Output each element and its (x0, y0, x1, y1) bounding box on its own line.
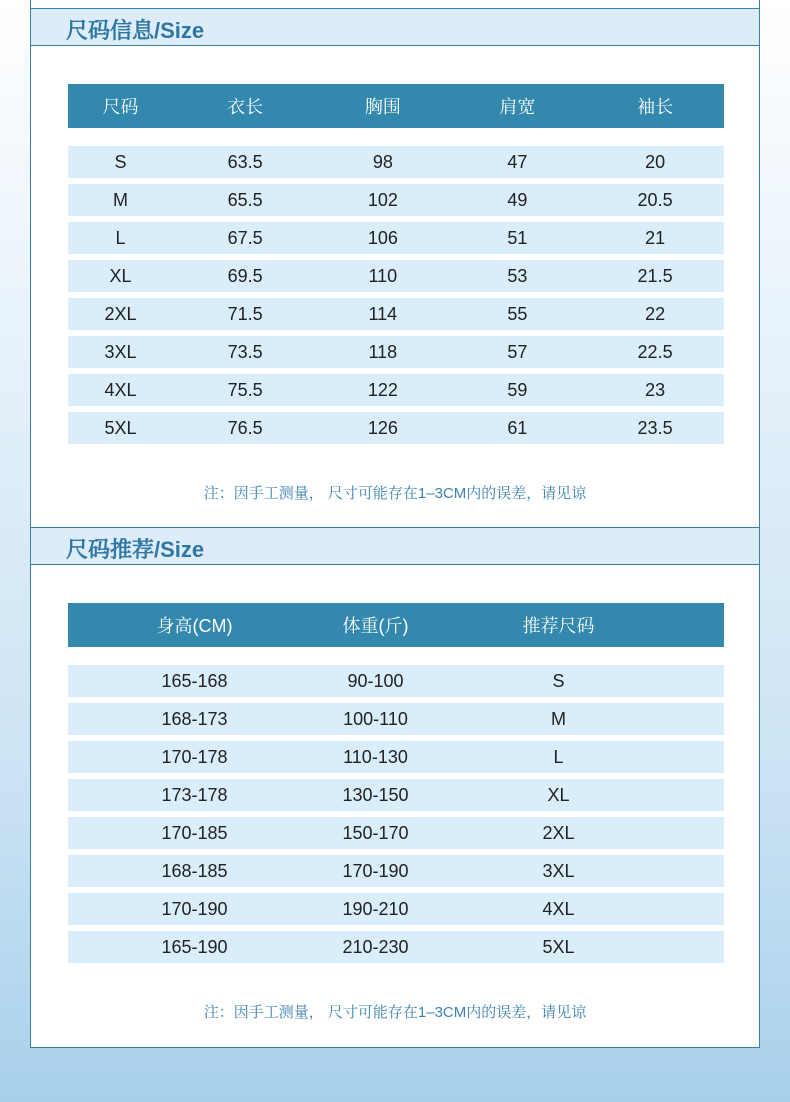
measurement-note: 注：因手工测量， 尺寸可能存在1–3CM内的误差，请见谅 (203, 1004, 587, 1021)
size-info-table (68, 84, 724, 450)
table-cell: 90-100 (347, 670, 404, 691)
table-cell: 76.5 (227, 417, 263, 438)
table-cell: 69.5 (227, 265, 263, 286)
table-cell: 47 (507, 151, 528, 172)
table-cell: 4XL (104, 379, 137, 400)
table-cell: 4XL (542, 898, 575, 919)
table-cell: S (552, 670, 565, 691)
table-cell: 5XL (542, 936, 575, 957)
table-cell: 168-185 (161, 860, 228, 881)
table-cell: M (551, 708, 566, 729)
table-cell: 170-190 (342, 860, 409, 881)
table-cell: 3XL (542, 860, 575, 881)
table-cell: 67.5 (227, 227, 263, 248)
table-cell: 55 (507, 303, 528, 324)
table-row (68, 298, 724, 330)
table-cell: 5XL (104, 417, 137, 438)
table-cell: 22 (645, 303, 666, 324)
table-cell: 170-190 (161, 898, 228, 919)
table-cell: 75.5 (227, 379, 263, 400)
table-cell: XL (109, 265, 132, 286)
table-cell: 165-190 (161, 936, 228, 957)
table-cell: 168-173 (161, 708, 228, 729)
table-row (68, 855, 724, 887)
table-cell: 173-178 (161, 784, 228, 805)
table-cell: 2XL (542, 822, 575, 843)
table-cell: 102 (367, 189, 398, 210)
table-cell: 73.5 (227, 341, 263, 362)
table-cell: 53 (507, 265, 528, 286)
table-cell: 61 (507, 417, 528, 438)
size-info-title: 尺码信息/Size (66, 18, 205, 43)
table-body (68, 665, 724, 963)
size-recommend-header (31, 527, 759, 565)
table-cell: 210-230 (342, 936, 409, 957)
column-header: 推荐尺码 (522, 616, 595, 636)
table-cell: 122 (367, 379, 398, 400)
size-recommend-table (68, 603, 724, 969)
table-cell: 71.5 (227, 303, 263, 324)
table-row (68, 374, 724, 406)
table-row (68, 931, 724, 963)
table-cell: 21 (645, 227, 666, 248)
size-recommend-panel (30, 527, 760, 1048)
table-row (68, 665, 724, 697)
table-cell: 20.5 (637, 189, 673, 210)
table-row (68, 893, 724, 925)
table-header-row (68, 84, 724, 128)
table-row (68, 336, 724, 368)
table-row (68, 817, 724, 849)
column-header: 胸围 (364, 97, 401, 117)
table-cell: 110-130 (343, 746, 408, 767)
column-header: 袖长 (637, 97, 674, 117)
table-cell: 110 (368, 265, 398, 286)
table-cell: 100-110 (343, 708, 408, 729)
table-cell: S (114, 151, 127, 172)
table-cell: 165-168 (161, 670, 228, 691)
table-cell: 59 (507, 379, 528, 400)
table-cell: 106 (367, 227, 398, 248)
size-recommend-title: 尺码推荐/Size (66, 537, 205, 562)
table-cell: 190-210 (342, 898, 409, 919)
table-cell: 130-150 (342, 784, 409, 805)
table-cell: 126 (367, 417, 398, 438)
table-row (68, 412, 724, 444)
table-cell: 22.5 (637, 341, 673, 362)
table-body (68, 146, 724, 444)
table-row (68, 184, 724, 216)
table-cell: 2XL (104, 303, 137, 324)
table-cell: 63.5 (227, 151, 263, 172)
table-cell: 20 (645, 151, 666, 172)
table-row (68, 260, 724, 292)
table-cell: 49 (507, 189, 528, 210)
column-header: 尺码 (102, 97, 139, 117)
table-cell: 98 (372, 151, 393, 172)
table-cell: 21.5 (637, 265, 673, 286)
table-header-row (68, 603, 724, 647)
table-row (68, 779, 724, 811)
table-row (68, 146, 724, 178)
table-cell: 170-185 (161, 822, 228, 843)
table-cell: M (112, 189, 128, 210)
table-row (68, 741, 724, 773)
table-cell: 23 (645, 379, 666, 400)
table-cell: 51 (507, 227, 528, 248)
column-header: 衣长 (227, 97, 264, 117)
column-header: 肩宽 (499, 97, 536, 117)
table-cell: 3XL (104, 341, 137, 362)
table-cell: 170-178 (161, 746, 228, 767)
table-cell: XL (547, 784, 570, 805)
table-cell: L (553, 746, 564, 767)
table-cell: 118 (368, 341, 398, 362)
table-cell: 23.5 (637, 417, 673, 438)
size-info-panel (30, 0, 760, 528)
table-row (68, 703, 724, 735)
table-cell: L (115, 227, 126, 248)
column-header: 身高(CM) (156, 616, 233, 636)
column-header: 体重(斤) (342, 616, 409, 636)
table-row (68, 222, 724, 254)
measurement-note: 注：因手工测量， 尺寸可能存在1–3CM内的误差，请见谅 (203, 485, 587, 502)
table-cell: 150-170 (342, 822, 409, 843)
table-cell: 57 (507, 341, 528, 362)
table-cell: 114 (368, 303, 398, 324)
table-cell: 65.5 (227, 189, 263, 210)
size-info-header (31, 8, 759, 46)
